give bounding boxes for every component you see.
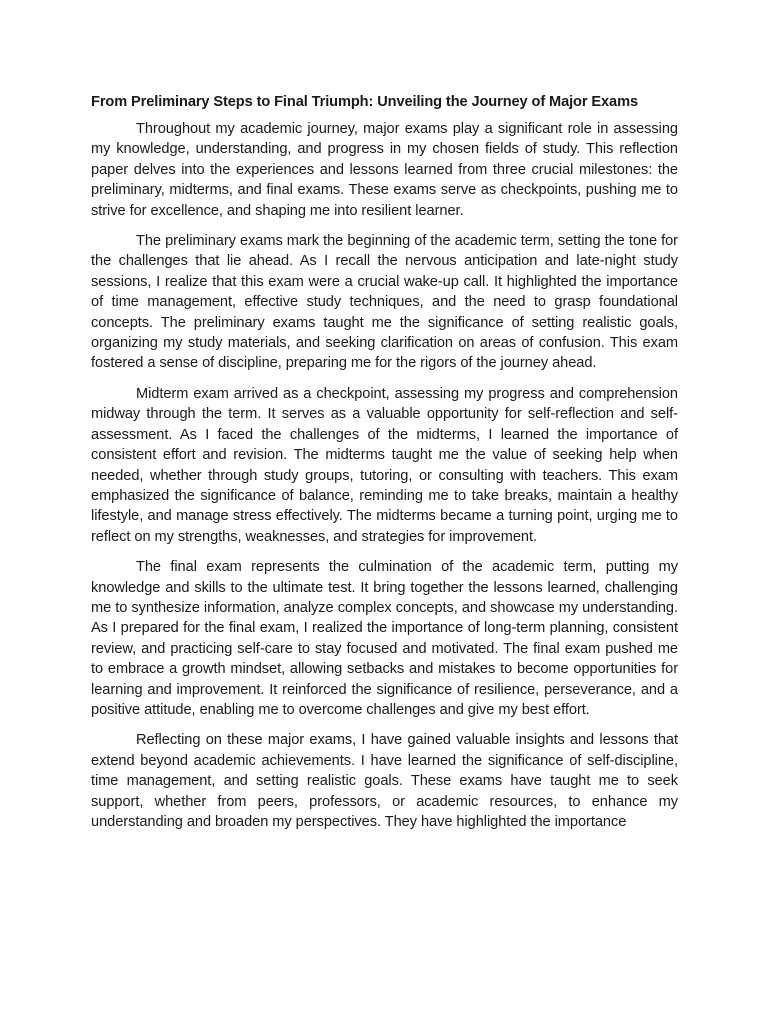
paragraph-final-exams: The final exam represents the culmination of the academic term, putting my knowledge and skills to the ultimate test. It bring together the lessons learned, challenging me to synthesize information, analyze complex concepts, and showcase my understanding. As I prepared for the final exam, I realized the importance of long-term planning, consistent review, and practicing self-care to stay focused and motivated. The final exam pushed me to embrace a growth mindset, allowing setbacks and mistakes to become opportunities for learning and improvement. It reinforced the significance of resilience, perseverance, and a positive attitude, enabling me to overcome challenges and give my best effort. bbox=[91, 559, 678, 718]
paragraph-reflection: Reflecting on these major exams, I have gained valuable insights and lessons that extend beyond academic achievements. I have learned the significance of self-discipline, time management, and setting realistic goals. These exams have taught me to seek support, whether from peers, professors, or academic resources, to enhance my understanding and broaden my perspectives. They have highlighted the importance bbox=[91, 732, 678, 830]
document-title: From Preliminary Steps to Final Triumph: Unveiling the Journey of Major Exams bbox=[91, 94, 638, 110]
paragraph-midterm-exams: Midterm exam arrived as a checkpoint, assessing my progress and comprehension midway through the term. It serves as a valuable opportunity for self-reflection and self-assessment. As I faced the challenges of the midterms, I learned the importance of consistent effort and revision. The midterms taught me the value of seeking help when needed, whether through study groups, tutoring, or consulting with teachers. This exam emphasized the significance of balance, reminding me to take breaks, maintain a healthy lifestyle, and manage stress effectively. The midterms became a turning point, urging me to reflect on my strengths, weaknesses, and strategies for improvement. bbox=[91, 385, 678, 545]
paragraph-preliminary-exams: The preliminary exams mark the beginning of the academic term, setting the tone for the challenges that lie ahead. As I recall the nervous anticipation and late-night study sessions, I realize that this exam were a crucial wake-up call. It highlighted the importance of time management, effective study techniques, and the need to grasp foundational concepts. The preliminary exams taught me the significance of setting realistic goals, organizing my study materials, and seeking clarification on areas of confusion. This exam fostered a sense of discipline, preparing me for the rigors of the journey ahead. bbox=[91, 233, 678, 372]
paragraph-introduction: Throughout my academic journey, major exams play a significant role in assessing my knowledge, understanding, and progress in my chosen fields of study. This reflection paper delves into the experiences and lessons learned from three crucial milestones: the preliminary, midterms, and final exams. These exams serve as checkpoints, pushing me to strive for excellence, and shaping me into resilient learner. bbox=[91, 121, 678, 219]
